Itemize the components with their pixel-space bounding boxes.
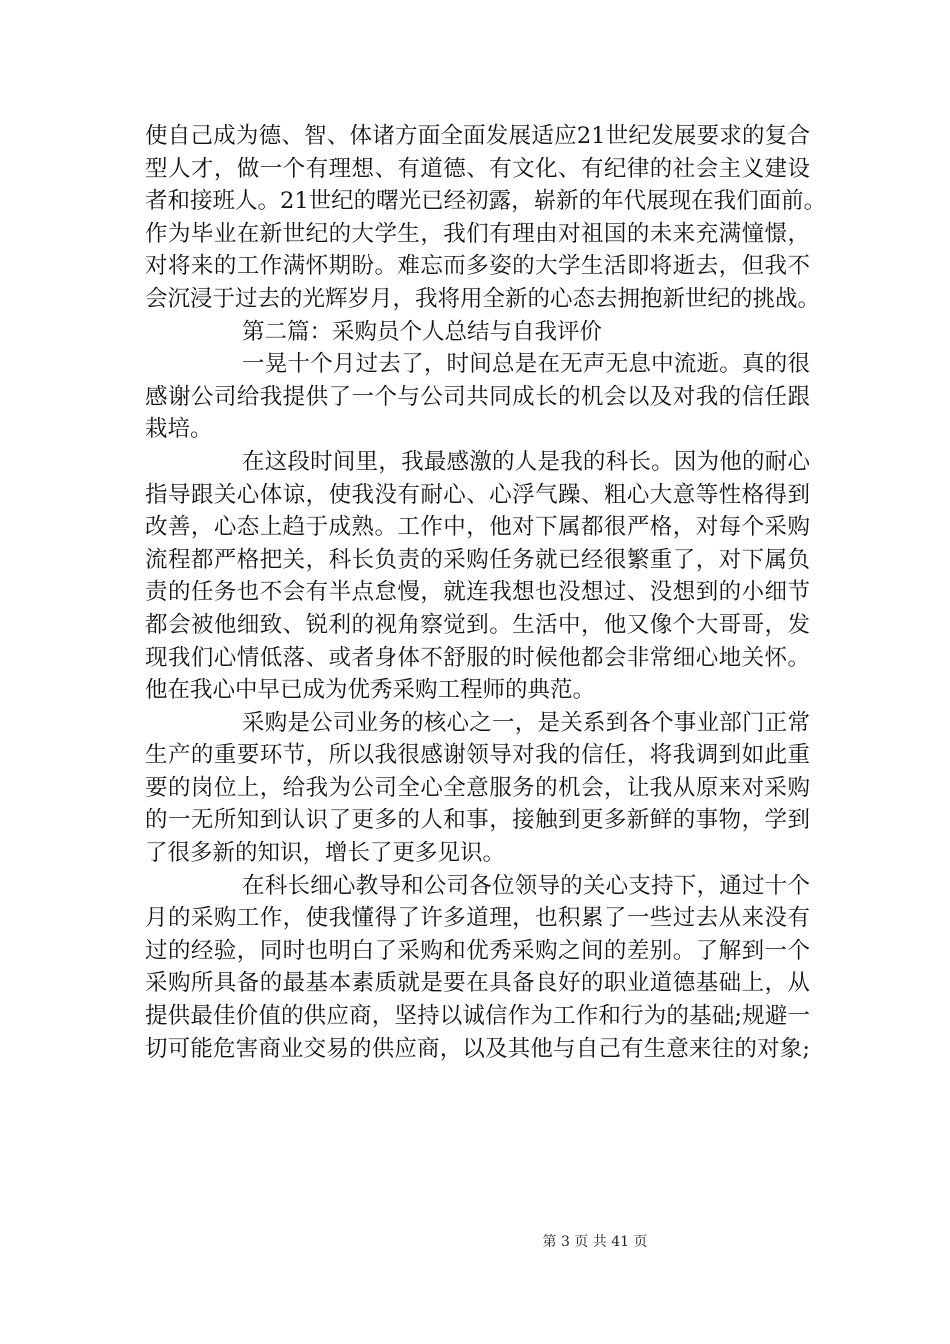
paragraph: [145, 348, 810, 446]
paragraph-continuation: [145, 120, 827, 316]
text-line: 对将来的工作满怀期盼。难忘而多姿的大学生活即将逝去，但我不: [145, 253, 810, 280]
heading-text: 第二篇：采购员个人总结与自我评价: [242, 318, 603, 345]
text-line: 生产的重要环节，所以我很感谢领导对我的信任，将我调到如此重: [145, 742, 810, 769]
text-line: 月的采购工作，使我懂得了许多道理，也积累了一些过去从来没有: [145, 905, 810, 932]
text-line: 提供最佳价值的供应商，坚持以诚信作为工作和行为的基础;规避一: [145, 1003, 810, 1030]
text-line: 指导跟关心体谅，使我没有耐心、心浮气躁、粗心大意等性格得到: [145, 481, 810, 508]
text-line: 改善，心态上趋于成熟。工作中，他对下属都很严格，对每个采购: [145, 514, 810, 541]
paragraph: [145, 446, 810, 707]
paragraph: [145, 870, 810, 1066]
paragraph: [145, 707, 810, 870]
document-body: [145, 120, 827, 1065]
text-line: 都会被他细致、锐利的视角察觉到。生活中，他又像个大哥哥，发: [145, 611, 810, 638]
text-line: 流程都严格把关，科长负责的采购任务就已经很繁重了，对下属负: [145, 546, 810, 573]
page-footer: [0, 1233, 950, 1251]
text-line: 感谢公司给我提供了一个与公司共同成长的机会以及对我的信任跟: [145, 383, 810, 410]
text-line: 的一无所知到认识了更多的人和事，接触到更多新鲜的事物，学到: [145, 807, 810, 834]
text-line: 作为毕业在新世纪的大学生，我们有理由对祖国的未来充满憧憬，: [145, 220, 810, 247]
text-line: 使自己成为德、智、体诸方面全面发展适应21世纪发展要求的复合: [145, 123, 810, 149]
text-line: 一晃十个月过去了，时间总是在无声无息中流逝。真的很: [242, 351, 810, 378]
text-line: 在这段时间里，我最感激的人是我的科长。因为他的耐心: [242, 448, 810, 475]
section-heading: [145, 316, 810, 349]
text-line: 过的经验，同时也明白了采购和优秀采购之间的差别。了解到一个: [145, 937, 810, 964]
text-line: 栽培。: [145, 416, 213, 443]
text-line: 现我们心情低落、或者身体不舒服的时候他都会非常细心地关怀。: [145, 644, 810, 671]
text-line: 切可能危害商业交易的供应商，以及其他与自己有生意来往的对象;: [145, 1035, 810, 1062]
text-line: 型人才，做一个有理想、有道德、有文化、有纪律的社会主义建设: [145, 155, 810, 182]
text-line: 采购所具备的最基本素质就是要在具备良好的职业道德基础上，从: [145, 970, 810, 997]
text-line: 要的岗位上，给我为公司全心全意服务的机会，让我从原来对采购: [145, 774, 810, 801]
page-number: 第 3 页 共 41 页: [542, 1234, 648, 1250]
text-line: 在科长细心教导和公司各位领导的关心支持下，通过十个: [242, 872, 810, 899]
text-line: 采购是公司业务的核心之一，是关系到各个事业部门正常: [242, 709, 810, 736]
text-line: 者和接班人。21世纪的曙光已经初露，崭新的年代展现在我们面前。: [145, 188, 827, 215]
text-line: 责的任务也不会有半点怠慢，就连我想也没想过、没想到的小细节: [145, 579, 810, 606]
text-line: 会沉浸于过去的光辉岁月，我将用全新的心态去拥抱新世纪的挑战。: [145, 285, 821, 312]
text-line: 了很多新的知识，增长了更多见识。: [145, 840, 506, 867]
text-line: 他在我心中早已成为优秀采购工程师的典范。: [145, 677, 596, 704]
